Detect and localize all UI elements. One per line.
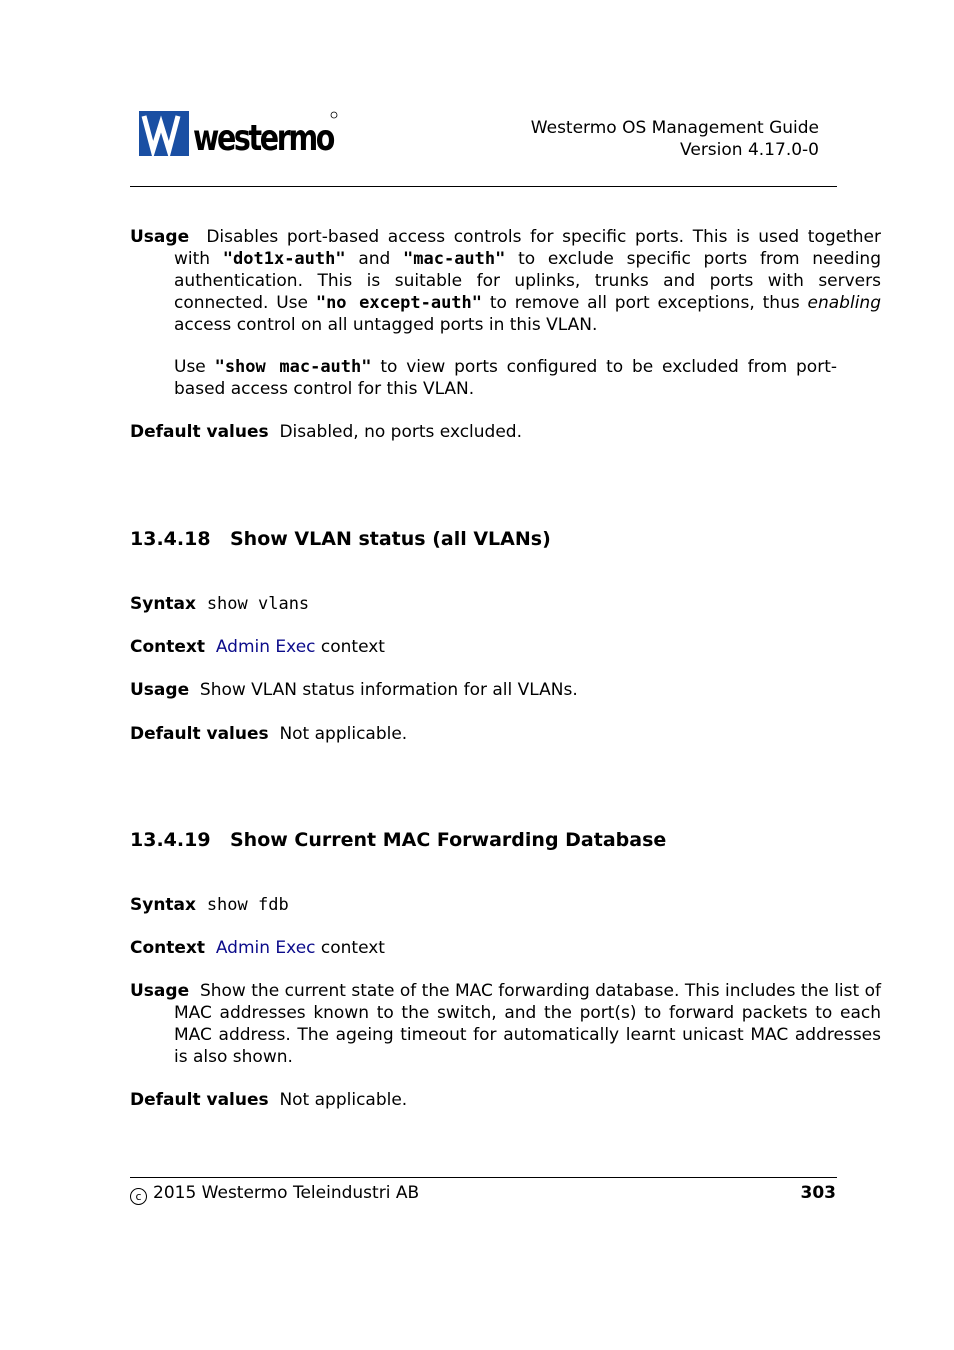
section-heading-13-4-19 xyxy=(130,829,666,851)
default-values xyxy=(130,421,837,443)
syntax-line xyxy=(130,894,837,916)
syntax-command: show vlans xyxy=(206,594,310,614)
copyright-icon: c xyxy=(130,1188,147,1205)
header-rule xyxy=(130,186,837,187)
guide-version: Version 4.17.0-0 xyxy=(680,140,819,160)
section-title: Show VLAN status (all VLANs) xyxy=(230,528,551,550)
default-label: Default values xyxy=(130,1090,269,1110)
page-number: 303 xyxy=(800,1183,836,1203)
usage-text: Show VLAN status information for all VLANs. xyxy=(199,680,578,700)
usage-text: and xyxy=(345,249,404,269)
westermo-logo xyxy=(139,110,339,158)
usage-label: Usage xyxy=(130,680,190,700)
section-title: Show Current MAC Forwarding Database xyxy=(230,829,667,851)
default-value: Not applicable. xyxy=(279,724,408,744)
usage-line xyxy=(130,679,837,701)
code-mac-auth: "mac-auth" xyxy=(403,249,506,269)
usage-paragraph xyxy=(130,226,881,336)
default-label: Default values xyxy=(130,724,269,744)
usage-text: to exclude specific ports from needing authentication. This is suitable for uplinks, trunks and ports with servers connected. Use xyxy=(174,249,881,313)
context-line xyxy=(130,636,837,658)
context-label: Context xyxy=(130,938,206,958)
guide-title: Westermo OS Management Guide xyxy=(530,118,819,138)
context-suffix: context xyxy=(315,637,385,657)
syntax-label: Syntax xyxy=(130,895,196,915)
footer-rule xyxy=(130,1177,837,1178)
default-values xyxy=(130,723,837,745)
usage-text: to remove all port exceptions, thus xyxy=(482,293,808,313)
usage-paragraph xyxy=(130,980,881,1068)
syntax-label: Syntax xyxy=(130,594,196,614)
default-label: Default values xyxy=(130,422,269,442)
usage-text: Show the current state of the MAC forwarding database. This includes the list of MAC addresses known to the switch, and the port(s) to forward packets to each MAC address. The ageing timeout for automatically learnt unicast MAC addresses is also shown. xyxy=(174,981,881,1067)
copyright-text: 2015 Westermo Teleindustri AB xyxy=(153,1183,420,1203)
usage-text: access control on all untagged ports in this VLAN. xyxy=(174,315,598,335)
footer-copyright xyxy=(130,1182,419,1205)
logo-wordmark: westermo xyxy=(193,118,335,159)
context-line xyxy=(130,937,837,959)
default-value: Disabled, no ports excluded. xyxy=(279,422,522,442)
section-heading-13-4-18 xyxy=(130,528,551,550)
admin-exec-link[interactable]: Admin Exec xyxy=(215,637,316,657)
section-number: 13.4.19 xyxy=(130,829,211,851)
usage-label: Usage xyxy=(130,981,190,1001)
context-suffix: context xyxy=(315,938,385,958)
syntax-line xyxy=(130,593,837,615)
default-values xyxy=(130,1089,837,1111)
westermo-logo-mark xyxy=(139,110,339,158)
usage-text: Use xyxy=(174,357,215,377)
default-value: Not applicable. xyxy=(279,1090,408,1110)
admin-exec-link[interactable]: Admin Exec xyxy=(215,938,316,958)
emphasis-enabling: enabling xyxy=(807,293,881,313)
code-show-mac-auth: "show mac-auth" xyxy=(214,357,372,377)
document-header xyxy=(531,117,819,161)
code-no-except-auth: "no except-auth" xyxy=(315,293,483,313)
code-dot1x-auth: "dot1x-auth" xyxy=(222,249,346,269)
usage-text: to view ports configured to be excluded from port-based access control for this VLAN. xyxy=(174,357,837,399)
section-number: 13.4.18 xyxy=(130,528,211,550)
usage-label: Usage xyxy=(130,227,190,247)
context-label: Context xyxy=(130,637,206,657)
usage-text: Disables port-based access controls for specific ports. This is used together with xyxy=(174,227,881,269)
usage-paragraph-2 xyxy=(174,356,837,400)
syntax-command: show fdb xyxy=(206,895,289,915)
